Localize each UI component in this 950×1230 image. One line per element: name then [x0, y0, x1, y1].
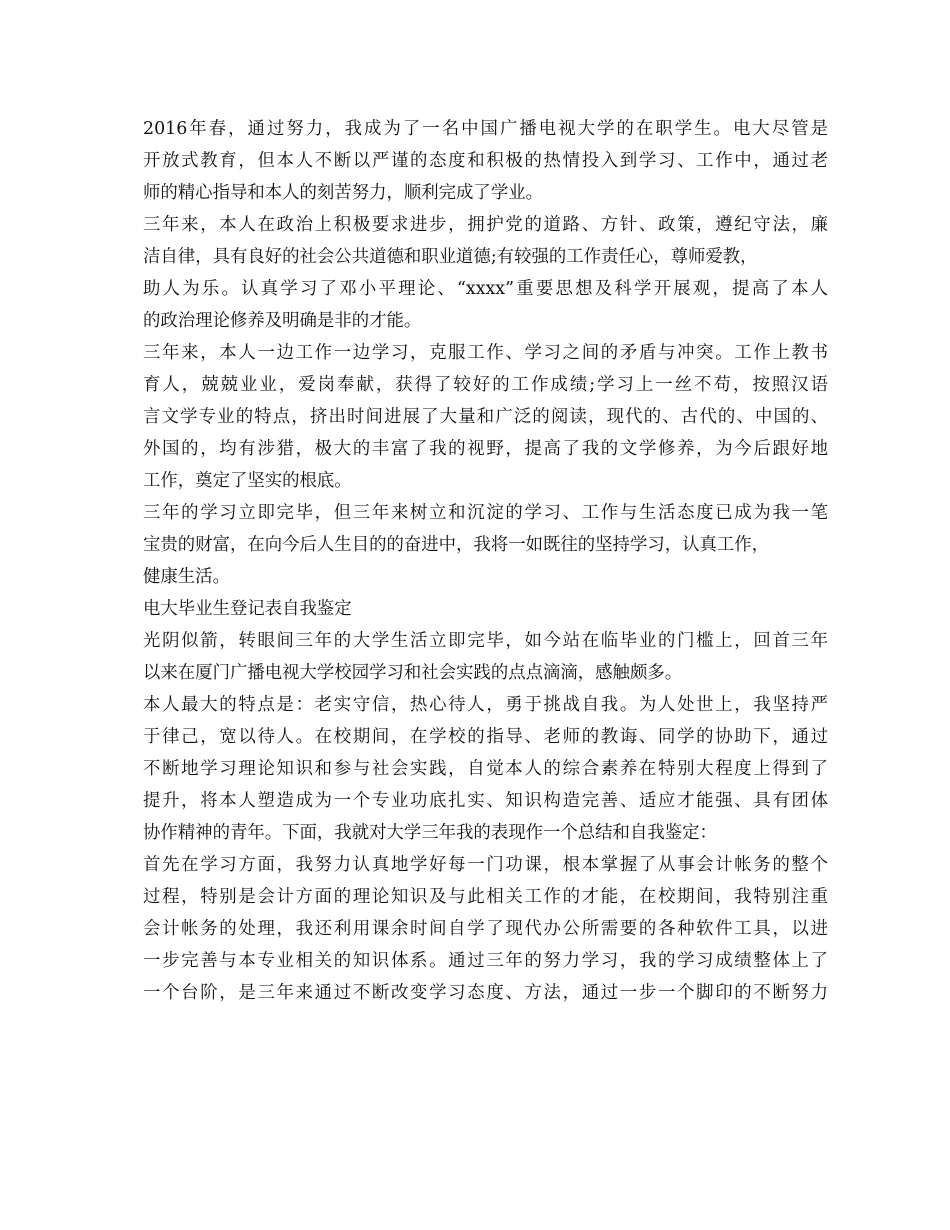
text-line: 会计帐务的处理，我还利用课余时间自学了现代办公所需要的各种软件工具，以进 [143, 919, 828, 939]
text-line: 开放式教育，但本人不断以严谨的态度和积极的热情投入到学习、工作中，通过老 [143, 151, 828, 171]
text-line: 宝贵的财富，在向今后人生目的的奋进中，我将一如既往的坚持学习，认真工作， [143, 535, 770, 555]
text-line: 外国的，均有涉猎，极大的丰富了我的视野，提高了我的文学修养，为今后跟好地 [143, 439, 828, 459]
text-line: 师的精心指导和本人的刻苦努力，顺利完成了学业。 [143, 183, 543, 203]
text-line: 首先在学习方面，我努力认真地学好每一门功课，根本掌握了从事会计帐务的整个 [143, 855, 828, 875]
text-line: 于律己，宽以待人。在校期间，在学校的指导、老师的教诲、同学的协助下，通过 [143, 727, 828, 747]
section-heading: 电大毕业生登记表自我鉴定 [143, 599, 352, 619]
text-line: 三年来，本人一边工作一边学习，克服工作、学习之间的矛盾与冲突。工作上教书 [143, 343, 828, 363]
text-line: 洁自律，具有良好的社会公共道德和职业道德;有较强的工作责任心，尊师爱教， [143, 247, 758, 267]
text-line: 不断地学习理论知识和参与社会实践，自觉本人的综合素养在特别大程度上得到了 [143, 759, 828, 779]
text-line: 一个台阶，是三年来通过不断改变学习态度、方法，通过一步一个脚印的不断努力 [143, 983, 828, 1003]
text-line: 2016年春，通过努力，我成为了一名中国广播电视大学的在职学生。电大尽管是 [143, 119, 828, 139]
text-line: 过程，特别是会计方面的理论知识及与此相关工作的才能，在校期间，我特别注重 [143, 887, 828, 907]
text-line: 三年来，本人在政治上积极要求进步，拥护党的道路、方针、政策，遵纪守法，廉 [143, 215, 828, 235]
text-line: 光阴似箭，转眼间三年的大学生活立即完毕，如今站在临毕业的门槛上，回首三年 [143, 631, 828, 651]
text-line: 协作精神的青年。下面，我就对大学三年我的表现作一个总结和自我鉴定： [143, 823, 717, 843]
text-line: 言文学专业的特点，挤出时间进展了大量和广泛的阅读，现代的、古代的、中国的、 [143, 407, 828, 427]
text-line: 本人最大的特点是：老实守信，热心待人，勇于挑战自我。为人处世上，我坚持严 [143, 695, 828, 715]
text-line: 的政治理论修养及明确是非的才能。 [143, 311, 422, 331]
text-line: 三年的学习立即完毕，但三年来树立和沉淀的学习、工作与生活态度已成为我一笔 [143, 503, 828, 523]
text-line: 提升，将本人塑造成为一个专业功底扎实、知识构造完善、适应才能强、具有团体 [143, 791, 828, 811]
text-line: 健康生活。 [143, 567, 230, 587]
document-page [143, 113, 828, 1009]
text-line: 一步完善与本专业相关的知识体系。通过三年的努力学习，我的学习成绩整体上了 [143, 951, 828, 971]
text-line: 以来在厦门广播电视大学校园学习和社会实践的点点滴滴，感触颇多。 [143, 663, 683, 683]
text-line: 育人，兢兢业业，爱岗奉献，获得了较好的工作成绩;学习上一丝不苟，按照汉语 [143, 375, 828, 395]
text-line: 工作，奠定了坚实的根底。 [143, 471, 352, 491]
text-line: 助人为乐。认真学习了邓小平理论、“xxxx”重要思想及科学开展观，提高了本人 [143, 279, 828, 299]
